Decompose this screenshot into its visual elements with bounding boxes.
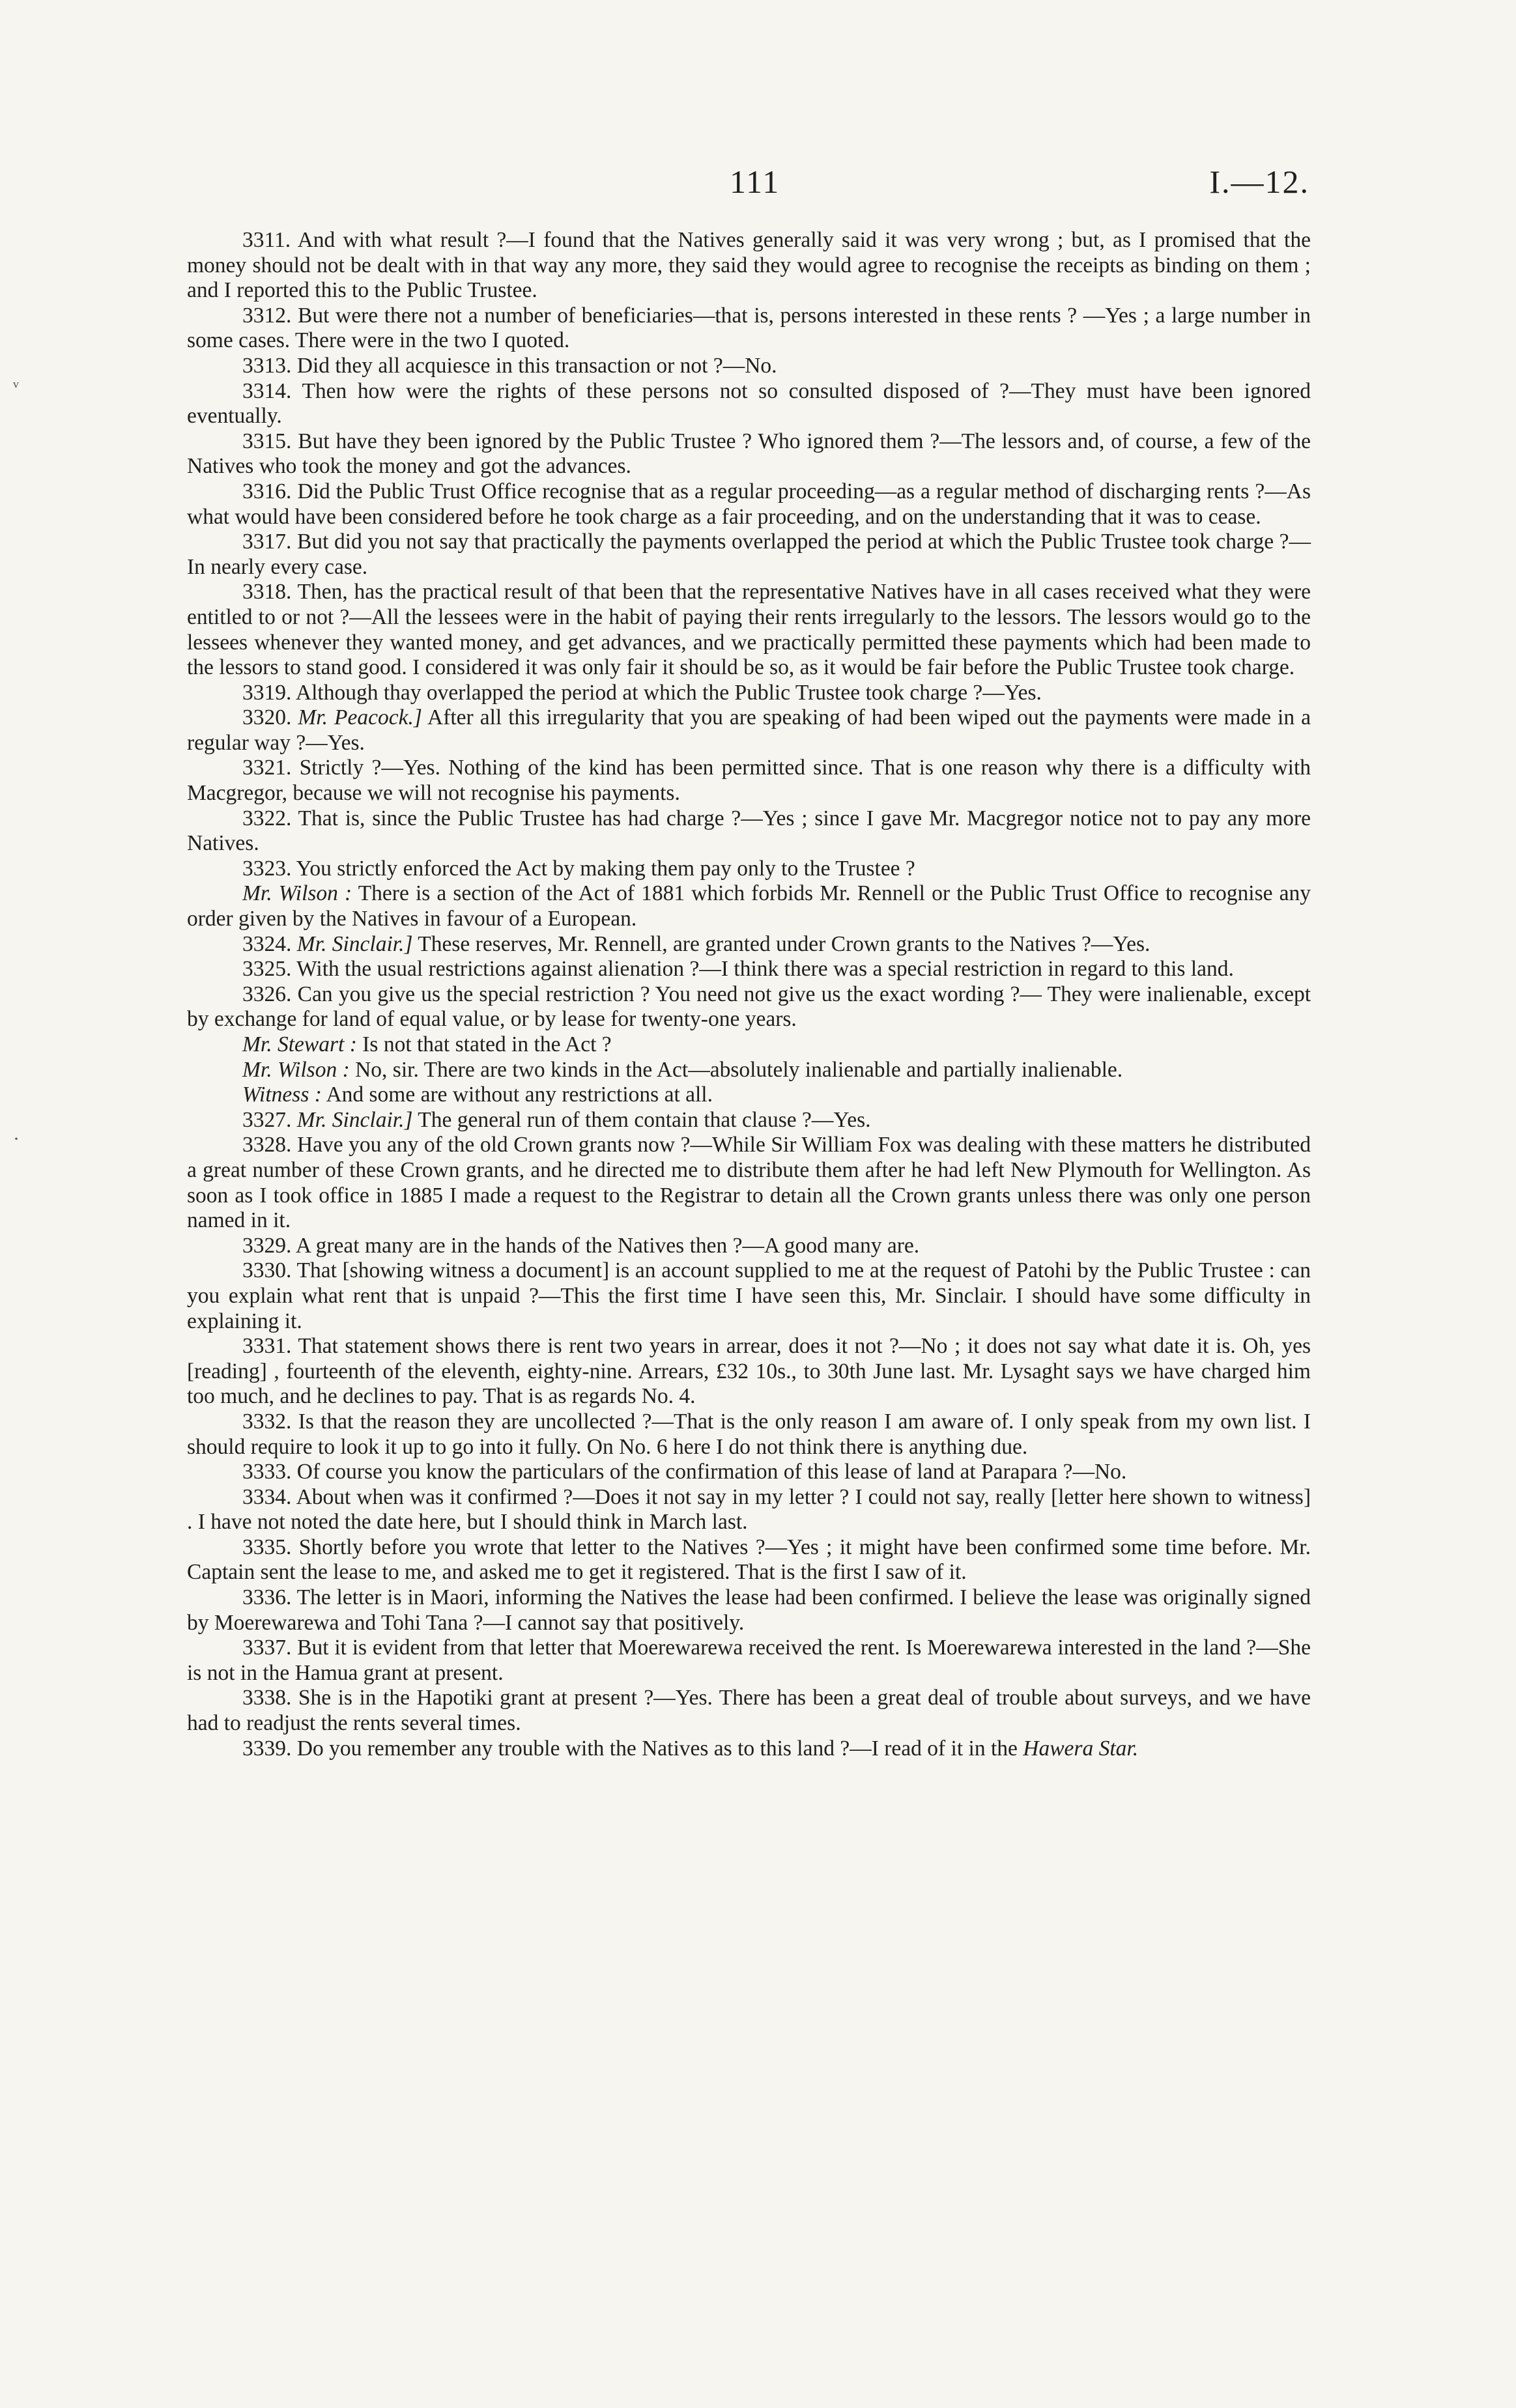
paragraph-text: Can you give us the special restriction ? You need not give us the exact wording ?— They were inalienable, except by exchange for land of equal value, or by lease for twenty-one years. (187, 982, 1311, 1032)
testimony-paragraph (187, 681, 1311, 706)
paragraph-number: 3314. (242, 378, 292, 403)
paragraph-text: She is in the Hapotiki grant at present ?—Yes. There has been a great deal of trouble about surveys, and we have had to readjust the rents several times. (187, 1686, 1311, 1736)
paragraph-number: 3337. (242, 1636, 292, 1660)
testimony-paragraph (187, 806, 1311, 857)
paragraph-text: But did you not say that practically the payments overlapped the period at which the Public Trustee took charge ?—In nearly every case. (187, 530, 1311, 579)
paragraph-text: You strictly enforced the Act by making them pay only to the Trustee ? (296, 856, 915, 881)
paragraph-text: But were there not a number of beneficiaries—that is, persons interested in these rents ? —Yes ; a large number in some cases. There were in the two I quoted. (187, 303, 1311, 353)
paragraph-text: Shortly before you wrote that letter to the Natives ?—Yes ; it might have been confirmed some time before. Mr. Captain sent the lease to me, and asked me to get it registered. That is the first I saw of it. (187, 1535, 1311, 1585)
speaker-name: Mr. Peacock.] (298, 705, 422, 730)
paragraph-text: Although thay overlapped the period at which the Public Trustee took charge ?—Yes. (295, 680, 1042, 705)
paragraph-text: These reserves, Mr. Rennell, are granted under Crown grants to the Natives ?—Yes. (418, 931, 1151, 956)
testimony-paragraph (187, 354, 1311, 379)
testimony-paragraph (187, 1686, 1311, 1736)
testimony-paragraph (187, 580, 1311, 680)
paragraph-text: That [showing witness a document] is an account supplied to me at the request of Patohi by the Public Trustee : can you explain what rent that is unpaid ?—This the first time I have seen this, Mr. Sinclair. I should have some difficulty in explaining it. (187, 1258, 1311, 1333)
paragraph-text: Then how were the rights of these persons not so consulted disposed of ?—They must have been ignored eventually. (187, 378, 1311, 429)
paragraph-number: 3318. (242, 580, 292, 604)
paragraph-number: 3315. (242, 429, 292, 453)
testimony-paragraph (187, 1409, 1311, 1460)
paragraph-number: 3328. (242, 1133, 292, 1157)
speaker-name: Witness : (242, 1083, 322, 1107)
paragraph-number: 3332. (242, 1409, 292, 1434)
testimony-paragraph (187, 1585, 1311, 1636)
speaker-name: Mr. Wilson : (242, 1057, 350, 1082)
paragraph-text: Then, has the practical result of that been that the representative Natives have in all cases received what they were entitled to or not ?—All the lessees were in the habit of paying their rents irregularly to the lessors. The lessors would go to the lessees whenever they wanted money, and get advances, and we practically permitted these payments which had been made to the lessors to stand good. I considered it was only fair it should be so, as it would be fair before the Public Trustee took charge. (187, 580, 1311, 680)
paragraph-text: Did the Public Trust Office recognise that as a regular proceeding—as a regular method of discharging rents ?—As what would have been considered before he took charge as a fair proceeding, and on the understanding that it was to cease. (187, 479, 1311, 529)
paragraph-text: A great many are in the hands of the Natives then ?—A good many are. (295, 1233, 920, 1258)
margin-mark: · (13, 1128, 20, 1150)
paragraph-number: 3316. (242, 479, 292, 503)
speaker-name: Mr. Sinclair.] (296, 931, 413, 956)
testimony-paragraph (187, 1334, 1311, 1409)
testimony-paragraph (187, 530, 1311, 580)
speaker-name: Mr. Wilson : (242, 881, 352, 906)
testimony-paragraph (187, 429, 1311, 479)
paragraph-number: 3321. (242, 756, 292, 780)
testimony-paragraph (187, 932, 1311, 957)
paragraph-number: 3335. (242, 1535, 292, 1559)
testimony-paragraph (187, 881, 1311, 931)
document-body (187, 228, 1311, 1761)
paragraph-text: There is a section of the Act of 1881 which forbids Mr. Rennell or the Public Trust Office to recognise any order given by the Natives in favour of a European. (187, 881, 1311, 931)
paragraph-text: Did they all acquiesce in this transaction or not ?—No. (296, 353, 777, 378)
paragraph-text: With the usual restrictions against alienation ?—I think there was a special restriction in regard to this land. (296, 957, 1234, 982)
paragraph-text: And with what result ?—I found that the Natives generally said it was very wrong ; but, as I promised that the money should not be dealt with in that way any more, they said they would agree to recognise the receipts as binding on them ; and I reported this to the Public Trustee. (187, 228, 1311, 303)
paragraph-text: About when was it confirmed ?—Does it not say in my letter ? I could not say, really [letter here shown to witness] . I have not noted the date here, but I should think in March last. (187, 1484, 1311, 1535)
paragraph-number: 3311. (242, 228, 291, 252)
paragraph-number: 3338. (242, 1686, 292, 1710)
paragraph-text: Do you remember any trouble with the Natives as to this land ?—I read of it in the (296, 1736, 1018, 1761)
testimony-paragraph (187, 1736, 1311, 1762)
testimony-paragraph (187, 304, 1311, 354)
testimony-paragraph (187, 705, 1311, 756)
paragraph-number: 3319. (242, 680, 292, 705)
paragraph-number: 3325. (242, 957, 292, 982)
paragraph-number: 3323. (242, 856, 292, 881)
paragraph-text: That is, since the Public Trustee has had charge ?—Yes ; since I gave Mr. Macgregor notice not to pay any more Natives. (187, 806, 1311, 856)
testimony-paragraph (187, 1083, 1311, 1108)
testimony-paragraph (187, 1535, 1311, 1585)
paragraph-number: 3312. (242, 303, 292, 328)
paragraph-number: 3334. (242, 1484, 292, 1509)
speaker-name: Mr. Sinclair.] (296, 1107, 413, 1132)
testimony-paragraph (187, 756, 1311, 806)
paragraph-number: 3336. (242, 1585, 292, 1610)
testimony-paragraph (187, 1460, 1311, 1485)
testimony-paragraph (187, 1234, 1311, 1259)
testimony-paragraph (187, 1485, 1311, 1535)
testimony-paragraph (187, 982, 1311, 1032)
paragraph-number: 3330. (242, 1258, 292, 1283)
paragraph-text: That statement shows there is rent two years in arrear, does it not ?—No ; it does not say what date it is. Oh, yes [reading] , fourteenth of the eleventh, eighty-nine. Arrears, £32 10s., to 30th June last. Mr. Lysaght says we have charged him too much, and he declines to pay. That is as regards No. 4. (187, 1334, 1311, 1409)
testimony-paragraph (187, 479, 1311, 530)
paragraph-text: The letter is in Maori, informing the Natives the lease had been confirmed. I believe the lease was originally signed by Moerewarewa and Tohi Tana ?—I cannot say that positively. (187, 1585, 1311, 1635)
paragraph-text: Have you any of the old Crown grants now ?—While Sir William Fox was dealing with these matters he distributed a great number of these Crown grants, and he directed me to distribute them after he had left New Plymouth for Wellington. As soon as I took office in 1885 I made a request to the Registrar to detain all the Crown grants unless there was only one person named in it. (187, 1133, 1311, 1233)
testimony-paragraph (187, 1636, 1311, 1686)
page-number: 111 (730, 163, 780, 200)
testimony-paragraph (187, 1058, 1311, 1083)
paragraph-number: 3333. (242, 1460, 292, 1484)
margin-mark: ᵛ (13, 376, 19, 398)
testimony-paragraph (187, 957, 1311, 982)
testimony-paragraph (187, 1258, 1311, 1334)
testimony-paragraph (187, 1108, 1311, 1133)
paragraph-number: 3331. (242, 1334, 292, 1359)
paragraph-text: After all this irregularity that you are speaking of had been wiped out the payments were made in a regular way ?—Yes. (187, 705, 1311, 755)
testimony-paragraph (187, 228, 1311, 304)
page-reference: I.—12. (1209, 163, 1309, 200)
testimony-paragraph (187, 1032, 1311, 1058)
testimony-paragraph (187, 379, 1311, 429)
paragraph-text: No, sir. There are two kinds in the Act—absolutely inalienable and partially inalienable. (355, 1057, 1123, 1082)
testimony-paragraph (187, 1133, 1311, 1233)
paragraph-text: Of course you know the particulars of the confirmation of this lease of land at Parapara ?—No. (296, 1460, 1127, 1484)
paragraph-text: But it is evident from that letter that Moerewarewa received the rent. Is Moerewarewa interested in the land ?—She is not in the Hamua grant at present. (187, 1636, 1311, 1685)
paragraph-text: Is that the reason they are uncollected ?—That is the only reason I am aware of. I only speak from my own list. I should require to look it up to go into it fully. On No. 6 here I do not think there is anything due. (187, 1409, 1311, 1459)
paragraph-number: 3326. (242, 982, 292, 1006)
page-header (0, 163, 1516, 208)
paragraph-text: But have they been ignored by the Public Trustee ? Who ignored them ?—The lessors and, of course, a few of the Natives who took the money and got the advances. (187, 429, 1311, 479)
paragraph-text: And some are without any restrictions at all. (326, 1083, 713, 1107)
paragraph-number: 3339. (242, 1736, 292, 1761)
paragraph-number: 3320. (242, 705, 292, 730)
paragraph-number: 3329. (242, 1233, 292, 1258)
testimony-paragraph (187, 857, 1311, 882)
publication-name: Hawera Star. (1023, 1736, 1139, 1761)
paragraph-number: 3322. (242, 806, 292, 830)
speaker-name: Mr. Stewart : (242, 1032, 357, 1056)
paragraph-number: 3324. (242, 931, 292, 956)
paragraph-text: Is not that stated in the Act ? (362, 1032, 612, 1056)
paragraph-text: Strictly ?—Yes. Nothing of the kind has been permitted since. That is one reason why there is a difficulty with Macgregor, because we will not recognise his payments. (187, 756, 1311, 806)
paragraph-number: 3313. (242, 353, 292, 378)
paragraph-number: 3317. (242, 530, 292, 554)
paragraph-number: 3327. (242, 1107, 292, 1132)
paragraph-text: The general run of them contain that clause ?—Yes. (418, 1107, 871, 1132)
